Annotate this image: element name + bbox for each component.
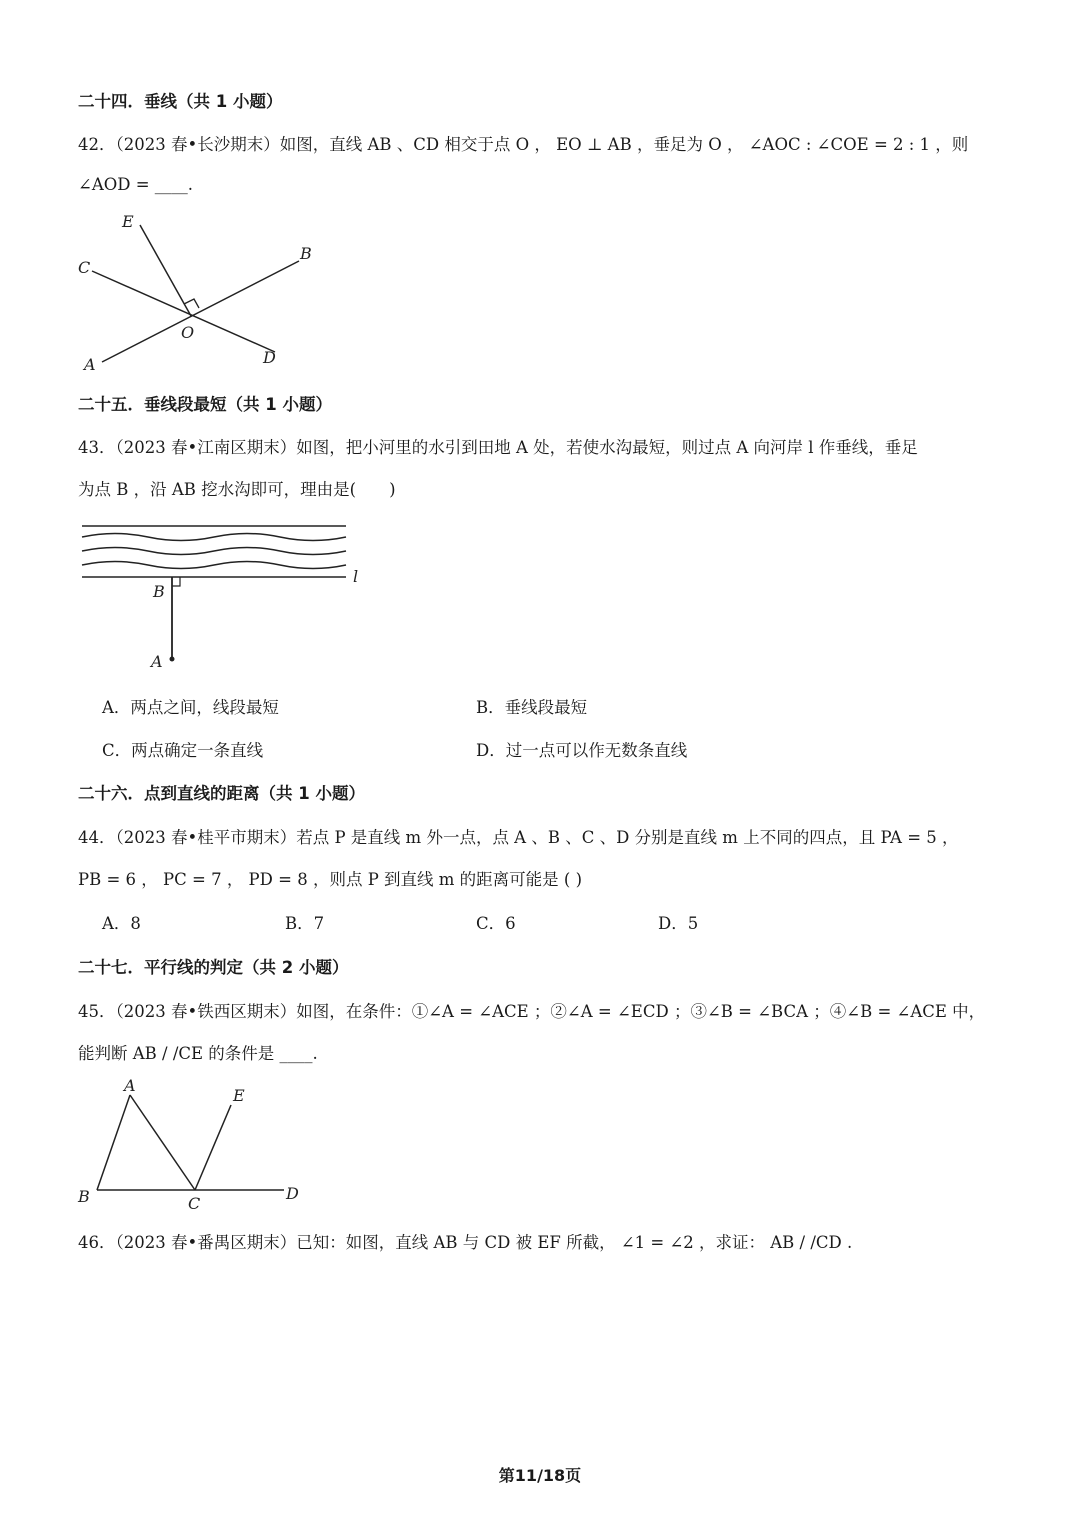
q44-option-a[interactable]: A．8 <box>102 914 141 933</box>
point-label-b: B <box>153 582 165 601</box>
point-label-b: B <box>300 244 312 263</box>
question-45-line-2: 能判断 AB / /CE 的条件是 ____. <box>78 1044 318 1063</box>
page-number: 第11/18页 <box>498 1466 582 1485</box>
question-43-line-1: 43．（2023 春•江南区期末）如图，把小河里的水引到田地 A 处，若使水沟最短，则过点 A 向河岸 l 作垂线，垂足 <box>78 438 918 457</box>
figure-45 <box>70 1075 310 1213</box>
point-label-c: C <box>78 258 91 277</box>
point-label-e: E <box>233 1086 245 1105</box>
question-44-line-1: 44．（2023 春•桂平市期末）若点 P 是直线 m 外一点，点 A 、B 、C 、D 分别是直线 m 上不同的四点，且 PA = 5 ， <box>78 828 959 847</box>
section-heading-24: 二十四．垂线（共 1 小题） <box>78 92 283 111</box>
q43-option-d[interactable]: D．过一点可以作无数条直线 <box>476 741 688 760</box>
figure-42 <box>70 205 320 375</box>
point-label-d: D <box>286 1184 299 1203</box>
q44-option-c[interactable]: C．6 <box>476 914 516 933</box>
point-label-d: D <box>263 348 276 367</box>
q43-option-c[interactable]: C．两点确定一条直线 <box>102 741 264 760</box>
section-heading-25: 二十五．垂线段最短（共 1 小题） <box>78 395 332 414</box>
question-42-line-1: 42．（2023 春•长沙期末）如图，直线 AB 、CD 相交于点 O ， EO ⊥ AB ，垂足为 O ， ∠AOC : ∠COE = 2 : 1 ，则 <box>78 135 969 154</box>
q44-option-d[interactable]: D．5 <box>658 914 699 933</box>
question-44-line-2: PB = 6 ， PC = 7 ， PD = 8 ，则点 P 到直线 m 的距离可能是 ( ) <box>78 870 583 889</box>
point-label-c: C <box>188 1194 201 1213</box>
question-46-line-1: 46．（2023 春•番禺区期末）已知：如图，直线 AB 与 CD 被 EF 所截， ∠1 = ∠2 ，求证： AB / /CD . <box>78 1233 853 1252</box>
point-label-e: E <box>122 212 134 231</box>
q44-option-b[interactable]: B．7 <box>285 914 325 933</box>
figure-43 <box>70 515 370 675</box>
point-label-a: A <box>124 1076 136 1095</box>
section-heading-27: 二十七．平行线的判定（共 2 小题） <box>78 958 349 977</box>
question-45-line-1: 45．（2023 春•铁西区期末）如图，在条件：①∠A = ∠ACE ；②∠A = ∠ECD ；③∠B = ∠BCA ；④∠B = ∠ACE 中， <box>78 1002 986 1021</box>
q43-option-b[interactable]: B．垂线段最短 <box>476 698 588 717</box>
line-label-l: l <box>353 567 359 586</box>
section-heading-26: 二十六．点到直线的距离（共 1 小题） <box>78 784 365 803</box>
point-label-a: A <box>151 652 163 671</box>
point-label-a: A <box>84 355 96 374</box>
point-label-b: B <box>78 1187 90 1206</box>
question-42-line-2: ∠AOD = ____. <box>78 175 194 194</box>
point-label-o: O <box>181 323 195 342</box>
q43-option-a[interactable]: A．两点之间，线段最短 <box>102 698 279 717</box>
question-43-line-2: 为点 B ，沿 AB 挖水沟即可，理由是( ) <box>78 480 396 499</box>
